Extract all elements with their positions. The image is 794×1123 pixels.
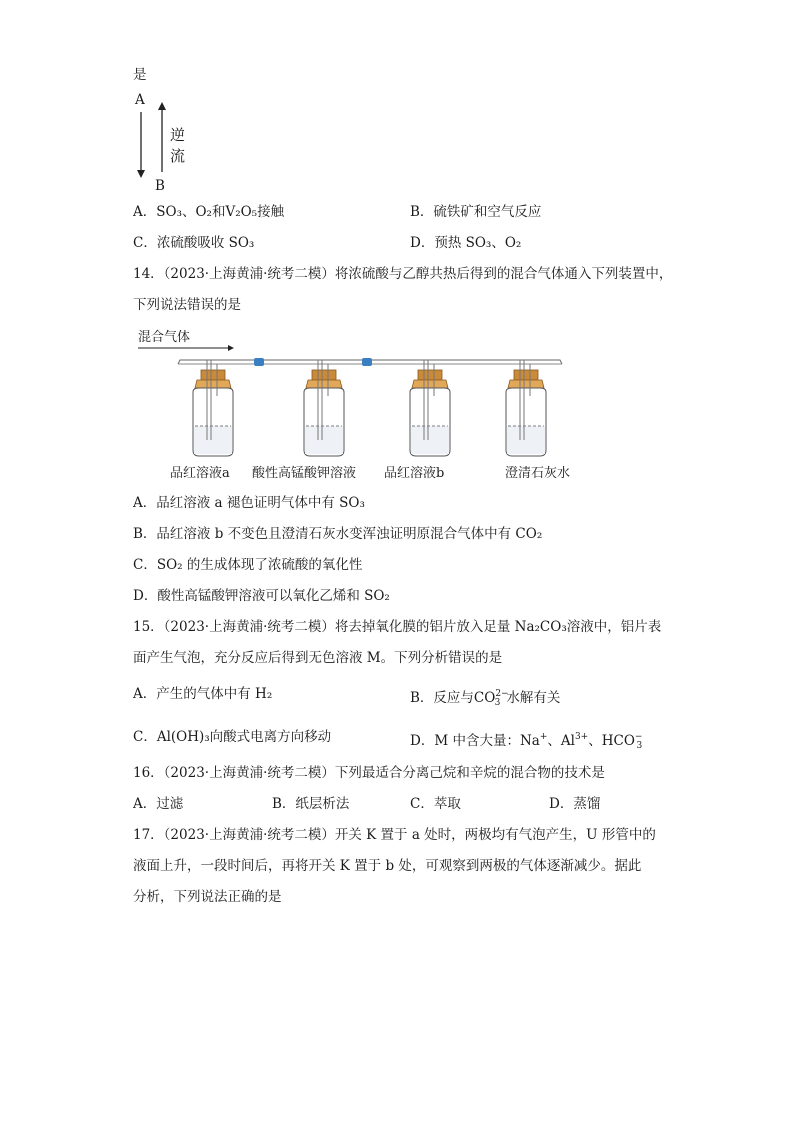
label-a: A [135, 92, 145, 108]
q15-option-b-pre: B．反应与CO [410, 690, 496, 706]
q15-option-d-mid2: 、HCO [588, 733, 635, 749]
q16-option-c: C．萃取 [410, 796, 461, 812]
q15-option-d-al-charge: 3+ [574, 732, 589, 742]
gas-washing-apparatus [130, 322, 570, 487]
inlet-label: 混合气体 [138, 330, 191, 345]
bottle-label-3: 品红溶液b [384, 466, 445, 481]
label-b: B [155, 178, 165, 194]
apparatus-drawing [130, 322, 570, 457]
q15-option-d-hco3-subscript: 3 [636, 741, 643, 751]
q13-option-b: B．硫铁矿和空气反应 [410, 204, 542, 220]
q15-option-d-na-charge: + [539, 732, 548, 742]
q14-option-b: B．品红溶液 b 不变色且澄清石灰水变浑浊证明原混合气体中有 CO₂ [133, 526, 543, 542]
q15-stem-line1: 15．（2023·上海黄浦·统考二模）将去掉氧化膜的铝片放入足量 Na₂CO₃溶液中，铝片表 [133, 619, 662, 635]
intro-text: 是 [133, 67, 147, 83]
q15-option-b-post: 水解有关 [506, 690, 561, 706]
q15-option-d-hco3-charge: − [634, 732, 643, 742]
bottle-label-4: 澄清石灰水 [505, 466, 571, 481]
q15-stem-line2: 面产生气泡，充分反应后得到无色溶液 M。下列分析错误的是 [133, 650, 503, 666]
q13-option-c: C．浓硫酸吸收 SO₃ [133, 235, 255, 251]
q16-option-d: D．蒸馏 [549, 796, 601, 812]
label-ni: 逆 [170, 126, 186, 144]
q15-option-d-pre: D．M 中含大量：Na [410, 733, 540, 749]
q17-stem-line3: 分析，下列说法正确的是 [133, 889, 282, 905]
q15-option-d-mid: 、Al [547, 733, 575, 749]
q15-option-c: C．Al(OH)₃向酸式电离方向移动 [133, 729, 332, 745]
label-liu: 流 [170, 147, 186, 165]
q15-option-b [410, 686, 560, 711]
q13-option-a: A．SO₃、O₂和V₂O₅接触 [133, 204, 285, 220]
bottle-label-1: 品红溶液a [170, 466, 230, 481]
q14-option-d: D．酸性高锰酸钾溶液可以氧化乙烯和 SO₂ [133, 588, 390, 604]
q14-stem-line2: 下列说法错误的是 [133, 297, 241, 313]
q14-option-a: A．品红溶液 a 褪色证明气体中有 SO₃ [133, 495, 365, 511]
q14-stem-line1: 14．（2023·上海黄浦·统考二模）将浓硫酸与乙醇共热后得到的混合气体通入下列装置中， [133, 266, 673, 282]
q15-option-a: A．产生的气体中有 H₂ [133, 686, 273, 702]
q15-option-b-subscript: 3 [494, 698, 501, 708]
q17-stem-line1: 17．（2023·上海黄浦·统考二模）开关 K 置于 a 处时，两极均有气泡产生，U 形管中的 [133, 827, 656, 843]
q15-option-d [410, 729, 642, 754]
q14-option-c: C．SO₂ 的生成体现了浓硫酸的氧化性 [133, 557, 363, 573]
q16-option-b: B．纸层析法 [272, 796, 350, 812]
q17-stem-line2: 液面上升，一段时间后，再将开关 K 置于 b 处，可观察到两极的气体逐渐减少。据此 [133, 858, 642, 874]
q15-option-b-charge: 2− [495, 689, 509, 699]
q16-option-a: A．过滤 [133, 796, 184, 812]
countercurrent-diagram [130, 90, 210, 200]
q13-option-d: D．预热 SO₃、O₂ [410, 235, 522, 251]
bottle-label-2: 酸性高锰酸钾溶液 [252, 466, 357, 481]
q16-stem: 16．（2023·上海黄浦·统考二模）下列最适合分离己烷和辛烷的混合物的技术是 [133, 765, 605, 781]
